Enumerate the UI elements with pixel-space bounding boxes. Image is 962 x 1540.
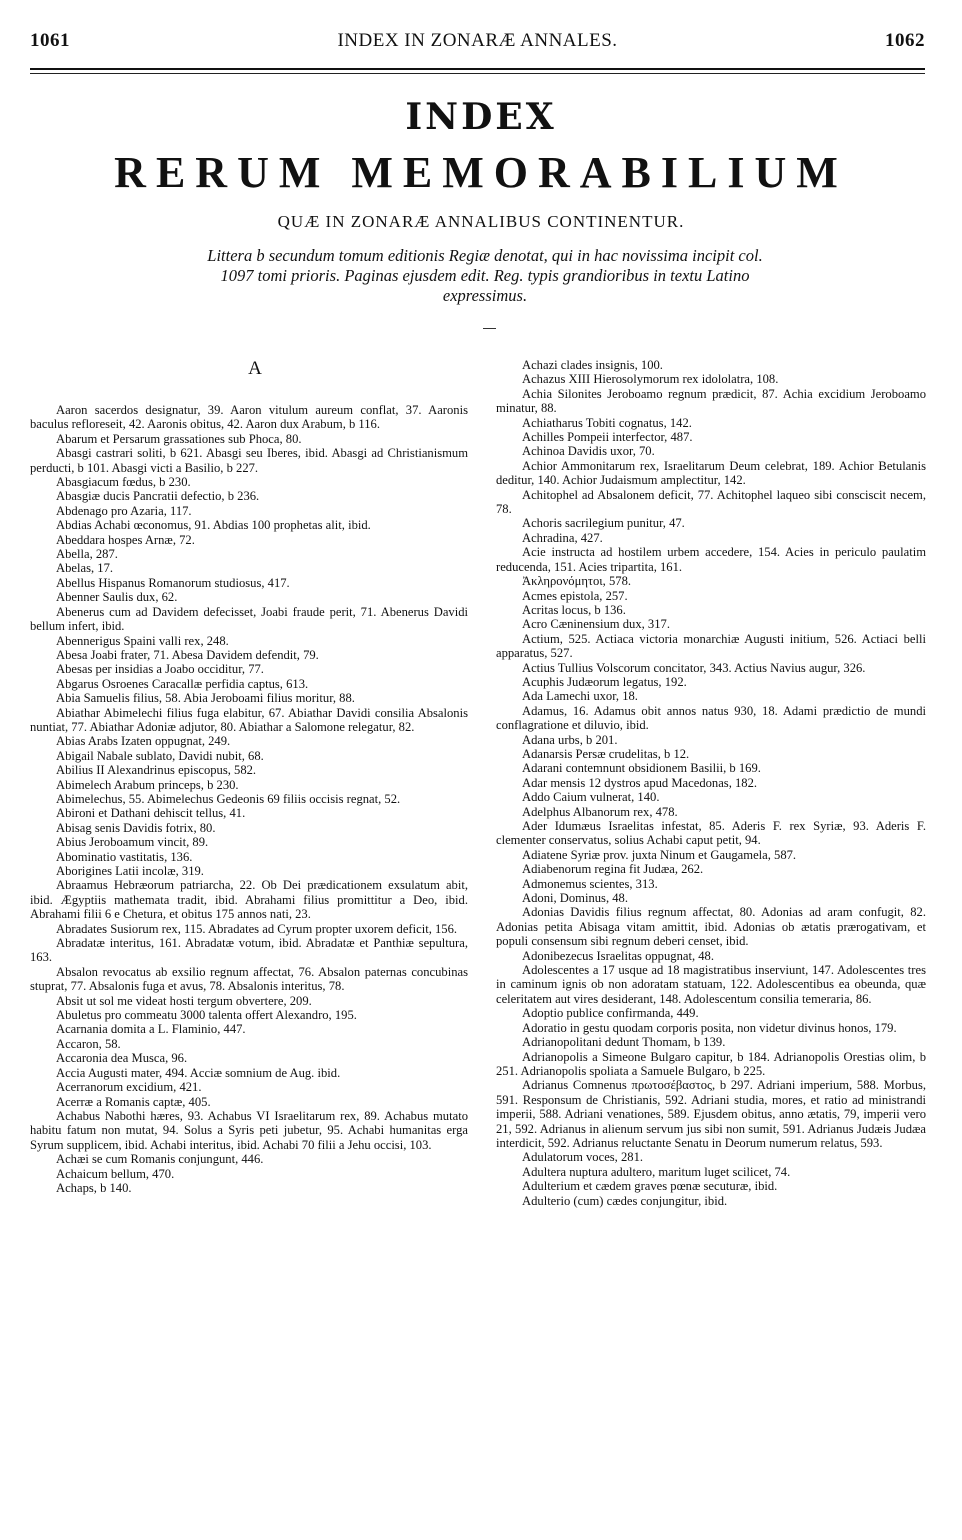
index-entry: Achæi se cum Romanis conjungunt, 446. bbox=[56, 1152, 264, 1167]
subtitle: QUÆ IN ZONARÆ ANNALIBUS CONTINENTUR. bbox=[277, 212, 685, 231]
index-entry: Absalon revocatus ab exsilio regnum affectat, 76. Absalon paternas concubinas stuprat, 77. Absalonis fuga et avus, 78. Absalonis interitus, 78. bbox=[30, 964, 468, 994]
index-entry: Adonias Davidis filius regnum affectat, 80. Adonias ad aram confugit, 82. Adonias petita Abisaga vitam amittit, ibid. Adonias ob ætatis prærogativam, et populi consensum sibi regnum deberi censet, ibid. bbox=[496, 905, 926, 949]
index-entry: Acarnania domita a L. Flaminio, 447. bbox=[56, 1022, 246, 1037]
running-header bbox=[30, 30, 925, 56]
index-entry: Achazus XIII Hierosolymorum rex idololatra, 108. bbox=[522, 372, 779, 387]
index-entry: Accaronia dea Musca, 96. bbox=[56, 1051, 188, 1066]
index-entry: Abenerus cum ad Davidem defecisset, Joabi fraude perit, 71. Abenerus Davidi bellum infert, ibid. bbox=[30, 604, 468, 634]
index-entry: Adulterio (cum) cædes conjungitur, ibid. bbox=[522, 1193, 728, 1208]
index-entry: Addo Caium vulnerat, 140. bbox=[522, 790, 660, 805]
section-letter: A bbox=[248, 358, 262, 379]
index-entry: Ἀκληρονόμητοι, 578. bbox=[522, 574, 632, 589]
index-entry: Abelas, 17. bbox=[56, 561, 114, 576]
index-entry: Adolescentes a 17 usque ad 18 magistratibus inserviunt, 147. Adolescentes tres in caminum ignis ob non adoratam statuam, 122. Adolescentibus ea obeunda, quæ celeritatem aut vires desiderant, 148. Adolescentum consilia temeraria, 86. bbox=[496, 963, 926, 1006]
index-entry: Abraamus Hebræorum patriarcha, 22. Ob Dei prædicationem exsulatum abit, ibid. Ægyptiis mathemata tradit, ibid. Abrahami filius promittitur a Deo, ibid. Abrahami filii 6 e Chetura, et obitus 175 annos nati, 23. bbox=[30, 878, 468, 922]
index-entry: Abominatio vastitatis, 136. bbox=[56, 849, 193, 864]
main-title: RERUM MEMORABILIUM bbox=[114, 148, 848, 197]
separator-dash bbox=[483, 328, 496, 329]
index-entry: Abesa Joabi frater, 71. Abesa Davidem defendit, 79. bbox=[56, 647, 319, 662]
index-entry: Absit ut sol me videat hosti tergum obvertere, 209. bbox=[56, 993, 312, 1008]
index-entry: Aborigines Latii incolæ, 319. bbox=[56, 864, 204, 878]
index-title: INDEX bbox=[405, 96, 557, 138]
index-entry: Achilles Pompeii interfector, 487. bbox=[522, 430, 693, 445]
index-entry: Achaps, b 140. bbox=[56, 1180, 132, 1195]
index-entry: Adiatene Syriæ prov. juxta Ninum et Gaugamela, 587. bbox=[522, 847, 797, 862]
index-entry: Admonemus scientes, 313. bbox=[522, 876, 658, 891]
index-entry: Abennerigus Spaini valli rex, 248. bbox=[56, 633, 229, 648]
index-entry: Achazi clades insignis, 100. bbox=[522, 358, 663, 372]
header-rule-thin bbox=[30, 73, 925, 74]
left-column bbox=[30, 403, 468, 1195]
index-entry: Actium, 525. Actiaca victoria monarchiæ Augusti initium, 526. Actiaci belli apparatus, 527. bbox=[496, 631, 926, 661]
index-entry: Abironi et Dathani dehiscit tellus, 41. bbox=[56, 806, 246, 821]
index-entry: Achiatharus Tobiti cognatus, 142. bbox=[522, 415, 692, 430]
index-entry: Adana urbs, b 201. bbox=[522, 732, 618, 747]
header-rule-thick bbox=[30, 68, 925, 70]
index-entry: Abradates Susiorum rex, 115. Abradates ad Cyrum propter uxorem deficit, 156. bbox=[56, 921, 458, 936]
index-entry: Acie instructa ad hostilem urbem accedere, 154. Acies in periculo paulatim reducenda, 151. Acies tripartita, 161. bbox=[496, 545, 926, 574]
index-entry: Acuphis Judæorum legatus, 192. bbox=[522, 674, 687, 689]
index-entry: Adulterium et cædem graves pœnæ secuturæ, ibid. bbox=[522, 1179, 778, 1194]
index-entry: Acro Cæninensium dux, 317. bbox=[522, 617, 670, 632]
page-number-right: 1062 bbox=[885, 30, 925, 51]
index-entry: Abius Jeroboamum vincit, 89. bbox=[56, 835, 209, 850]
index-entry: Achior Ammonitarum rex, Israelitarum Deum celebrat, 189. Achior Betulanis deditur, 140. Achior Judaismum amplectitur, 142. bbox=[496, 458, 926, 488]
index-entry: Abuletus pro commeatu 3000 talenta offert Alexandro, 195. bbox=[56, 1008, 357, 1023]
index-entry: Adrianus Comnenus πρωτοσέβαστος, b 297. Adriani imperium, 588. Morbus, 591. Responsum de Christianis, 592. Adriani studia, mores, et ratio ad ministrandi imperii, 588. Adriani venationes, 589. Ejusdem obitus, anno ætatis, 79, imperii vero 21, 592. Adrianus in alienum servum jus sibi non sumit, 591. Adrianus Judæis Judæa interdicit, 592. Adrianus reluctante Senatu in Deorum numerum relatus, 593. bbox=[496, 1078, 926, 1150]
index-entry: Abenner Saulis dux, 62. bbox=[56, 590, 178, 605]
index-entry: Adarani contemnunt obsidionem Basilii, b 169. bbox=[522, 761, 761, 776]
index-entry: Adiabenorum regina fit Judæa, 262. bbox=[522, 862, 704, 877]
index-entry: Abigail Nabale sublato, Davidi nubit, 68. bbox=[56, 748, 264, 763]
index-entry: Accia Augusti mater, 494. Acciæ somnium de Aug. ibid. bbox=[56, 1065, 341, 1080]
index-entry: Accaron, 58. bbox=[56, 1036, 121, 1051]
index-entry: Abdias Achabi œconomus, 91. Abdias 100 prophetas alit, ibid. bbox=[56, 518, 371, 533]
index-entry: Adoratio in gestu quodam corporis posita, non videtur divinus honos, 179. bbox=[522, 1020, 897, 1035]
index-entry: Abasgi castrari soliti, b 621. Abasgi seu Iberes, ibid. Abasgi ad Christianismum perducti, b 101. Abasgi victi a Basilio, b 227. bbox=[30, 446, 468, 475]
index-entry: Acritas locus, b 136. bbox=[522, 602, 626, 617]
index-entry: Abimelechus, 55. Abimelechus Gedeonis 69 filiis occisis regnat, 52. bbox=[56, 791, 401, 806]
index-entry: Abimelech Arabum princeps, b 230. bbox=[56, 777, 239, 792]
index-entry: Acerranorum excidium, 421. bbox=[56, 1080, 202, 1095]
index-entry: Ader Idumæus Israelitas infestat, 85. Aderis F. rex Syriæ, 93. Aderis F. clementer conservatus, solius Achabi caput petit, 94. bbox=[496, 819, 926, 848]
index-entry: Adultera nuptura adultero, maritum luget scilicet, 74. bbox=[522, 1164, 791, 1179]
index-entry: Abasgiacum fœdus, b 230. bbox=[56, 475, 191, 490]
index-entry: Adoptio publice confirmanda, 449. bbox=[522, 1006, 699, 1021]
index-entry: Abia Samuelis filius, 58. Abia Jeroboami filius moritur, 88. bbox=[56, 691, 355, 706]
index-entry: Abasgiæ ducis Pancratii defectio, b 236. bbox=[56, 489, 260, 504]
index-entry: Achitophel ad Absalonem deficit, 77. Achitophel laqueo sibi consciscit necem, 78. bbox=[496, 487, 926, 517]
index-entry: Adelphus Albanorum rex, 478. bbox=[522, 804, 678, 819]
index-entry: Adonibezecus Israelitas oppugnat, 48. bbox=[522, 948, 714, 963]
index-entry: Adoni, Dominus, 48. bbox=[522, 891, 629, 906]
index-entry: Abiathar Abimelechi filius fuga elabitur, 67. Abiathar Davidi consilia Absalonis nuntiat, 77. Abiathar Adoniæ adjutor, 80. Abiathar a Salomone relegatur, 82. bbox=[30, 705, 468, 734]
right-column bbox=[496, 358, 926, 1208]
index-entry: Adamus, 16. Adamus obit annos natus 930, 18. Adami prædictio de mundi conflagratione et diluvio, ibid. bbox=[496, 703, 926, 733]
index-entry: Abellus Hispanus Romanorum studiosus, 417. bbox=[56, 575, 290, 590]
index-entry: Achia Silonites Jeroboamo regnum prædicit, 87. Achia excidium Jeroboamo minatur, 88. bbox=[496, 386, 926, 416]
index-entry: Abeddara hospes Arnæ, 72. bbox=[56, 532, 195, 547]
index-entry: Achabus Nabothi hæres, 93. Achabus VI Israelitarum rex, 89. Achabus mutato habitu fatum non mutat, 94. Solus a Syris peti jubetur, 95. Achabi humanitas erga Syrum supplicem, ibid. Achabi interitus, ibid. Achabi 70 filii a Jehu occisi, 103. bbox=[30, 1108, 468, 1152]
index-entry: Abisag senis Davidis fotrix, 80. bbox=[56, 820, 216, 835]
index-entry: Adar mensis 12 dystros apud Macedonas, 182. bbox=[522, 775, 758, 790]
index-entry: Abella, 287. bbox=[56, 547, 118, 562]
index-entry: Achaicum bellum, 470. bbox=[56, 1166, 175, 1181]
index-entry: Achradina, 427. bbox=[522, 530, 603, 545]
index-entry: Adanarsis Persæ crudelitas, b 12. bbox=[522, 746, 690, 761]
index-entry: Abilius II Alexandrinus episcopus, 582. bbox=[56, 763, 257, 778]
index-entry: Ada Lamechi uxor, 18. bbox=[522, 689, 638, 704]
index-entry: Aaron sacerdos designatur, 39. Aaron vitulum aureum conflat, 37. Aaronis baculus refloreseit, 42. Aaronis obitus, 42. Aaron dux Arabum, b 116. bbox=[30, 403, 468, 432]
running-title: INDEX IN ZONARÆ ANNALES. bbox=[337, 30, 618, 51]
index-entry: Abias Arabs Izaten oppugnat, 249. bbox=[56, 734, 231, 749]
page-number-left: 1061 bbox=[30, 30, 70, 51]
editorial-note: Littera b secundum tomum editionis Regiæ denotat, qui in hac novissima incipit col. 1097 tomi prioris. Paginas ejusdem edit. Reg. typis grandioribus in textu Latino expressimus. bbox=[207, 246, 763, 305]
index-entry: Abradatæ interitus, 161. Abradatæ votum, ibid. Abradatæ et Panthiæ sepultura, 163. bbox=[30, 936, 468, 965]
index-entry: Abgarus Osroenes Caracallæ perfidia captus, 613. bbox=[56, 676, 309, 691]
index-entry: Actius Tullius Volscorum concitator, 343. Actius Navius augur, 326. bbox=[522, 660, 866, 675]
index-entry: Adrianopolitani dedunt Thomam, b 139. bbox=[522, 1035, 726, 1050]
index-entry: Abarum et Persarum grassationes sub Phoca, 80. bbox=[56, 431, 302, 446]
index-entry: Achinoa Davidis uxor, 70. bbox=[522, 444, 655, 459]
index-entry: Abesas per insidias a Joabo occiditur, 77. bbox=[56, 662, 264, 677]
index-entry: Acmes epistola, 257. bbox=[522, 588, 628, 603]
index-entry: Abdenago pro Azaria, 117. bbox=[56, 503, 192, 518]
index-entry: Adrianopolis a Simeone Bulgaro capitur, b 184. Adrianopolis Orestias olim, b 251. Adrianopolis spoliata a Samuele Bulgaro, b 225. bbox=[496, 1049, 926, 1078]
index-entry: Acerræ a Romanis captæ, 405. bbox=[56, 1094, 211, 1109]
index-entry: Adulatorum voces, 281. bbox=[522, 1150, 644, 1165]
index-entry: Achoris sacrilegium punitur, 47. bbox=[522, 516, 685, 531]
